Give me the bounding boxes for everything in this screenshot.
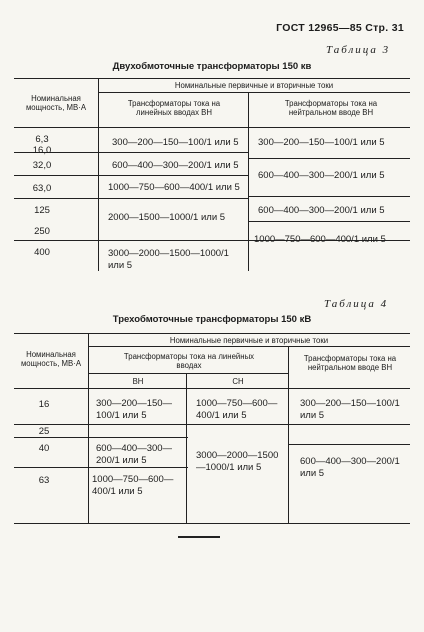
end-divider — [178, 536, 220, 538]
t4-power: 40 — [38, 443, 50, 454]
t3-col-group: Номинальные первичные и вторичные токи — [174, 81, 334, 90]
t4-col-neutral: Трансформаторы тока на нейтральном вводе ВН — [303, 354, 397, 372]
t4-sn-value: 3000—2000—1500—1000/1 или 5 — [196, 450, 279, 473]
t3-power: 63,0 — [32, 183, 52, 194]
t4-col-sn: СН — [232, 377, 244, 386]
t3-neutral-value: 300—200—150—100/1 или 5 — [258, 137, 385, 148]
table3-title: Двухобмоточные трансформаторы 150 кв — [112, 61, 312, 72]
t4-vn-value: 1000—750—600—400/1 или 5 — [92, 474, 174, 497]
t3-line-value: 2000—1500—1000/1 или 5 — [108, 212, 226, 223]
t3-power: 16,0 — [32, 145, 52, 156]
t3-col-line: Трансформаторы тока на линейных вводах ВН — [127, 99, 221, 117]
t4-power: 63 — [38, 475, 50, 486]
t3-power: 32,0 — [32, 160, 52, 171]
t3-power: 400 — [34, 247, 50, 258]
table4-label: Таблица 4 — [324, 298, 389, 310]
t3-col-power: Номинальная мощность, МВ·А — [25, 94, 87, 112]
t3-col-neutral: Трансформаторы тока на нейтральном вводе ВН — [284, 99, 378, 117]
table4-title: Трехобмоточные трансформаторы 150 кВ — [112, 314, 312, 325]
t4-vn-value: 300—200—150—100/1 или 5 — [96, 398, 173, 421]
t3-power: 6,3 — [35, 134, 49, 145]
t3-power: 250 — [34, 226, 50, 237]
t3-neutral-value: 1000—750—600—400/1 или 5 — [254, 234, 386, 245]
t4-power: 16 — [38, 399, 50, 410]
t4-vn-value: 600—400—300—200/1 или 5 — [96, 443, 173, 466]
t4-col-power: Номинальная мощность, МВ·А — [20, 350, 82, 368]
t3-line-value: 1000—750—600—400/1 или 5 — [108, 182, 240, 193]
t3-power: 125 — [34, 205, 50, 216]
t4-col-line: Трансформаторы тока на линейных вводах — [123, 352, 255, 370]
t3-neutral-value: 600—400—300—200/1 или 5 — [258, 170, 385, 181]
t4-neutral-value: 600—400—300—200/1 или 5 — [300, 456, 400, 479]
t3-line-value: 3000—2000—1500—1000/1 или 5 — [108, 248, 229, 271]
t4-col-group: Номинальные первичные и вторичные токи — [169, 336, 329, 345]
t4-power: 25 — [38, 426, 50, 437]
t4-sn-value: 1000—750—600—400/1 или 5 — [196, 398, 278, 421]
t3-line-value: 600—400—300—200/1 или 5 — [112, 160, 239, 171]
table3-label: Таблица 3 — [326, 44, 391, 56]
t4-neutral-value: 300—200—150—100/1 или 5 — [300, 398, 400, 421]
t4-col-vn: ВН — [132, 377, 144, 386]
t3-line-value: 300—200—150—100/1 или 5 — [112, 137, 239, 148]
t3-neutral-value: 600—400—300—200/1 или 5 — [258, 205, 385, 216]
page-header: ГОСТ 12965—85 Стр. 31 — [276, 22, 404, 34]
